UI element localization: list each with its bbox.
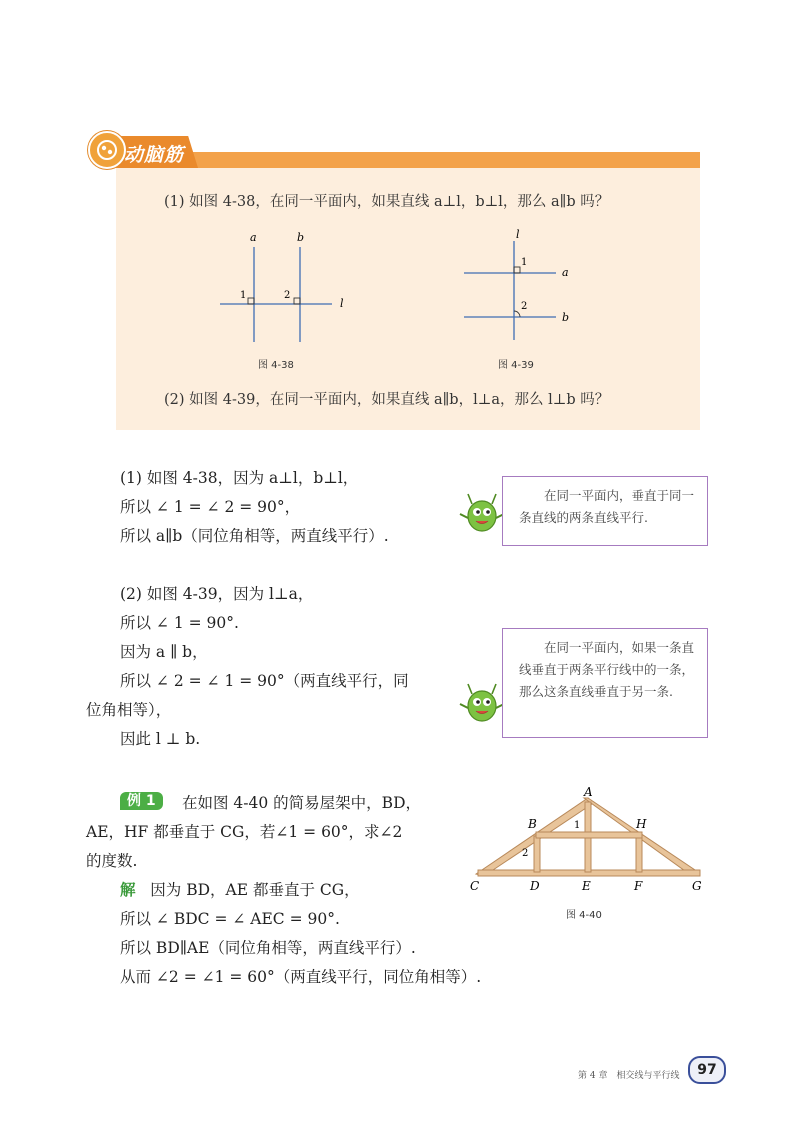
solution-text-1: 因为 BD，AE 都垂直于 CG， (150, 881, 360, 899)
label-G: G (692, 879, 702, 893)
label-b: b (562, 311, 570, 324)
label-B: B (528, 817, 537, 831)
figure-4-38 (210, 225, 360, 345)
proof2-line6: 因此 l ⊥ b. (120, 730, 201, 748)
page-number: 97 (688, 1056, 726, 1084)
angle-2-label: 2 (284, 290, 291, 301)
note-text-2: 在同一平面内，如果一条直线垂直于两条平行线中的一条，那么这条直线垂直于另一条. (519, 640, 695, 699)
angle-2-label: 2 (522, 848, 529, 859)
figure-4-40-roof-truss (466, 780, 716, 900)
example-badge: 例 1 (120, 790, 163, 810)
label-a: a (250, 231, 257, 244)
label-b: b (297, 231, 305, 244)
brain-logo-icon (88, 131, 126, 169)
label-E: E (582, 879, 591, 893)
example-line2: AE，HF 都垂直于 CG，若∠1 = 60°，求∠2 (86, 823, 403, 841)
post-hf (636, 836, 642, 872)
proof1-line2: 所以 ∠ 1 = ∠ 2 = 90°， (120, 498, 301, 516)
label-l: l (516, 228, 520, 241)
note-box-2 (502, 628, 708, 738)
mascot-icon (458, 488, 506, 540)
proof1-line3: 所以 a∥b（同位角相等，两直线平行）. (120, 527, 389, 545)
collar-beam-bh (536, 832, 642, 838)
solution-label: 解 (120, 881, 136, 899)
angle-1-label: 1 (574, 820, 581, 831)
proof2-line5: 位角相等）， (86, 701, 172, 719)
question-2: (2) 如图 4-39，在同一平面内，如果直线 a∥b，l⊥a，那么 l⊥b 吗？ (164, 392, 610, 408)
solution-line4: 从而 ∠2 = ∠1 = 60°（两直线平行，同位角相等）. (120, 968, 482, 986)
right-angle-mark (294, 298, 300, 304)
note-text-1: 在同一平面内，垂直于同一条直线的两条直线平行. (519, 488, 695, 525)
label-D: D (530, 879, 540, 893)
figure-4-39 (460, 225, 590, 345)
section-title: 动脑筋 (124, 144, 185, 166)
figure-4-40-caption: 图 4-40 (566, 910, 602, 921)
figure-4-39-caption: 图 4-39 (498, 360, 534, 371)
post-bd (534, 836, 540, 872)
label-H: H (636, 817, 647, 831)
note-box-1 (502, 476, 708, 546)
example-line3: 的度数. (86, 852, 138, 870)
proof1-line1: (1) 如图 4-38，因为 a⊥l，b⊥l， (120, 469, 359, 487)
label-l: l (340, 297, 344, 310)
solution-line3: 所以 BD∥AE（同位角相等，两直线平行）. (120, 939, 416, 957)
angle-2-label: 2 (521, 301, 528, 312)
mascot-icon (458, 678, 506, 730)
example-line1: 在如图 4-40 的简易屋架中，BD， (182, 794, 421, 812)
figure-4-38-caption: 图 4-38 (258, 360, 294, 371)
proof2-line3: 因为 a ∥ b， (120, 643, 208, 661)
right-angle-mark (514, 267, 520, 273)
label-C: C (470, 879, 480, 893)
solution-line2: 所以 ∠ BDC = ∠ AEC = 90°. (120, 910, 340, 928)
label-F: F (634, 879, 643, 893)
proof2-line2: 所以 ∠ 1 = 90°. (120, 614, 239, 632)
solution-line1 (120, 878, 360, 900)
proof2-line4: 所以 ∠ 2 = ∠ 1 = 90°（两直线平行，同 (120, 672, 409, 690)
section-header-bar (180, 152, 700, 168)
proof2-line1: (2) 如图 4-39，因为 l⊥a， (120, 585, 314, 603)
label-a: a (562, 266, 569, 279)
angle-arc (514, 311, 520, 317)
angle-1-label: 1 (521, 257, 528, 268)
right-angle-mark (248, 298, 254, 304)
angle-1-label: 1 (240, 290, 247, 301)
chapter-footer: 第 4 章 相交线与平行线 (578, 1071, 680, 1081)
question-1: (1) 如图 4-38，在同一平面内，如果直线 a⊥l，b⊥l，那么 a∥b 吗？ (164, 194, 610, 210)
label-A: A (584, 785, 593, 799)
